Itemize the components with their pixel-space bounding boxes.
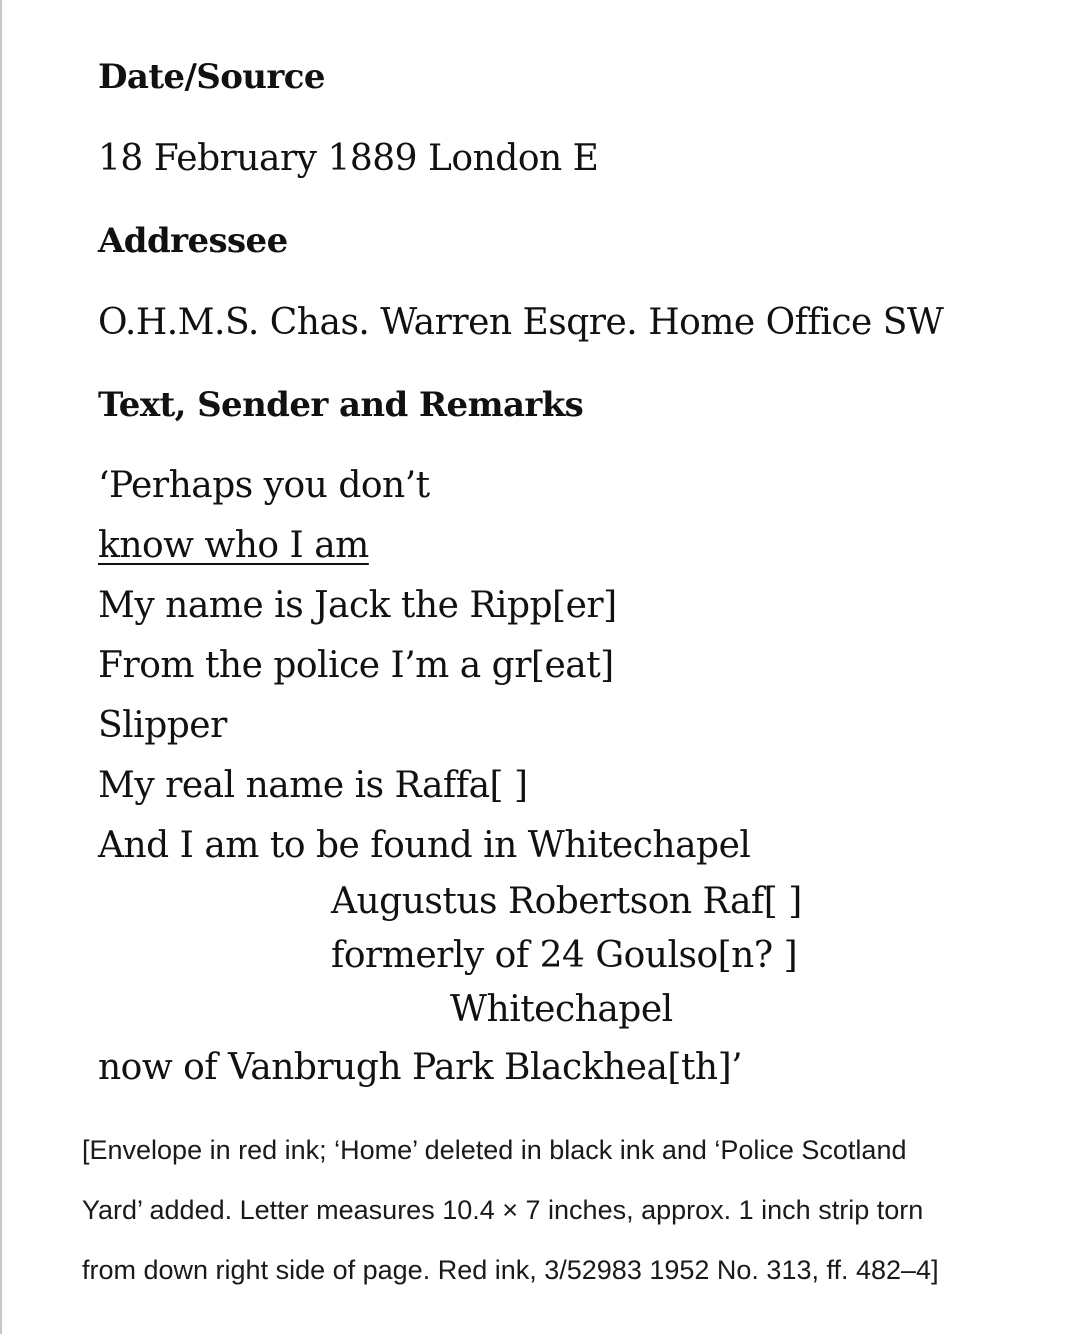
text-sender-remarks-heading: Text, Sender and Remarks	[98, 385, 584, 425]
letter-line: Slipper	[98, 705, 227, 746]
date-source-heading: Date/Source	[98, 57, 325, 97]
letter-signature-line: Augustus Robertson Raf[ ]	[331, 881, 802, 922]
letter-line-underlined: know who I am	[98, 525, 369, 566]
date-source-value: 18 February 1889 London E	[98, 138, 599, 179]
letter-signature-line: formerly of 24 Goulso[n? ]	[331, 935, 798, 976]
note-line: Yard’ added. Letter measures 10.4 × 7 inches, approx. 1 inch strip torn	[82, 1195, 924, 1225]
letter-line: My real name is Raffa[ ]	[98, 765, 528, 806]
letter-signature-line: Whitechapel	[450, 989, 673, 1030]
letter-line: ‘Perhaps you don’t	[98, 465, 430, 506]
note-line: from down right side of page. Red ink, 3/52983 1952 No. 313, ff. 482–4]	[82, 1255, 939, 1285]
addressee-heading: Addressee	[98, 221, 288, 261]
addressee-value: O.H.M.S. Chas. Warren Esqre. Home Office SW	[98, 302, 944, 343]
letter-line: now of Vanbrugh Park Blackhea[th]’	[98, 1047, 743, 1088]
letter-line: And I am to be found in Whitechapel	[98, 825, 751, 866]
letter-line: My name is Jack the Ripp[er]	[98, 585, 617, 626]
letter-line: From the police I’m a gr[eat]	[98, 645, 614, 686]
note-line: [Envelope in red ink; ‘Home’ deleted in black ink and ‘Police Scotland	[82, 1135, 907, 1165]
